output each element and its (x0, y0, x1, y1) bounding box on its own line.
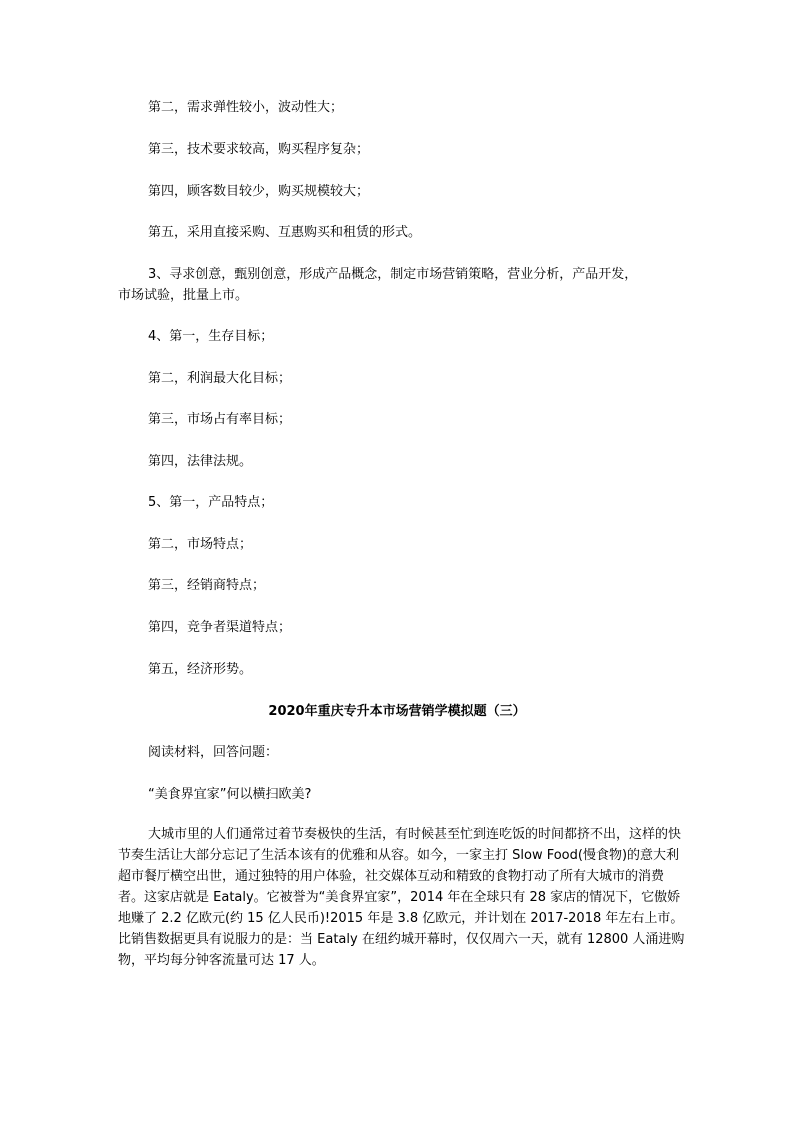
answer-line: 第三，技术要求较高，购买程序复杂； (148, 142, 370, 157)
answer-line: 第五，经济形势。 (148, 662, 253, 677)
answer-line: 第二，利润最大化目标； (148, 371, 292, 386)
answer-line: 第二，市场特点； (148, 537, 253, 552)
answer-line: 3、寻求创意，甄别创意，形成产品概念，制定市场营销策略，营业分析，产品开发， (148, 267, 638, 282)
answer-line: 第三，经销商特点； (148, 578, 266, 593)
answer-line: 第五，采用直接采购、互惠购买和租赁的形式。 (148, 225, 422, 240)
answer-line: 第三，市场占有率目标； (148, 412, 292, 427)
section-title: 2020年重庆专升本市场营销学模拟题（三） (268, 704, 526, 719)
article-paragraph: 大城市里的人们通常过着节奏极快的生活，有时候甚至忙到连吃饭的时间都挤不出，这样的快节奏生活让大部分忘记了生活本该有的优雅和从容。如今，一家主打 Slow Food(慢食物)的意大利超市餐厅横空出世，通过独特的用户体验，社交媒体互动和精致的食物打动了所有大城市的消费者。这家店就是 Eataly。它被誉为“美食界宜家”，2014 年在全球只有 28 家店的情况下，它傲娇地赚了 2.2 亿欧元(约 15 亿人民币)!2015 年是 3.8 亿欧元，并计划在 2017-2018 年左右上市。比销售数据更具有说服力的是：当 Eataly 在纽约城开幕时，仅仅周六一天，就有 12800 人涌进购物，平均每分钟客流量可达 17 人。 (118, 827, 685, 968)
answer-line: 市场试验，批量上市。 (118, 288, 249, 303)
answer-line: 第四，顾客数目较少，购买规模较大； (148, 184, 370, 199)
answer-line: 第四，法律法规。 (148, 454, 253, 469)
instruction-text: 阅读材料，回答问题： (148, 745, 279, 760)
article-title: “美食界宜家”何以横扫欧美? (148, 787, 312, 802)
answer-line: 第二，需求弹性较小，波动性大； (148, 100, 344, 115)
answer-line: 4、第一，生存目标； (148, 329, 274, 344)
answer-line: 第四，竞争者渠道特点； (148, 620, 292, 635)
answer-line: 5、第一，产品特点； (148, 495, 274, 510)
